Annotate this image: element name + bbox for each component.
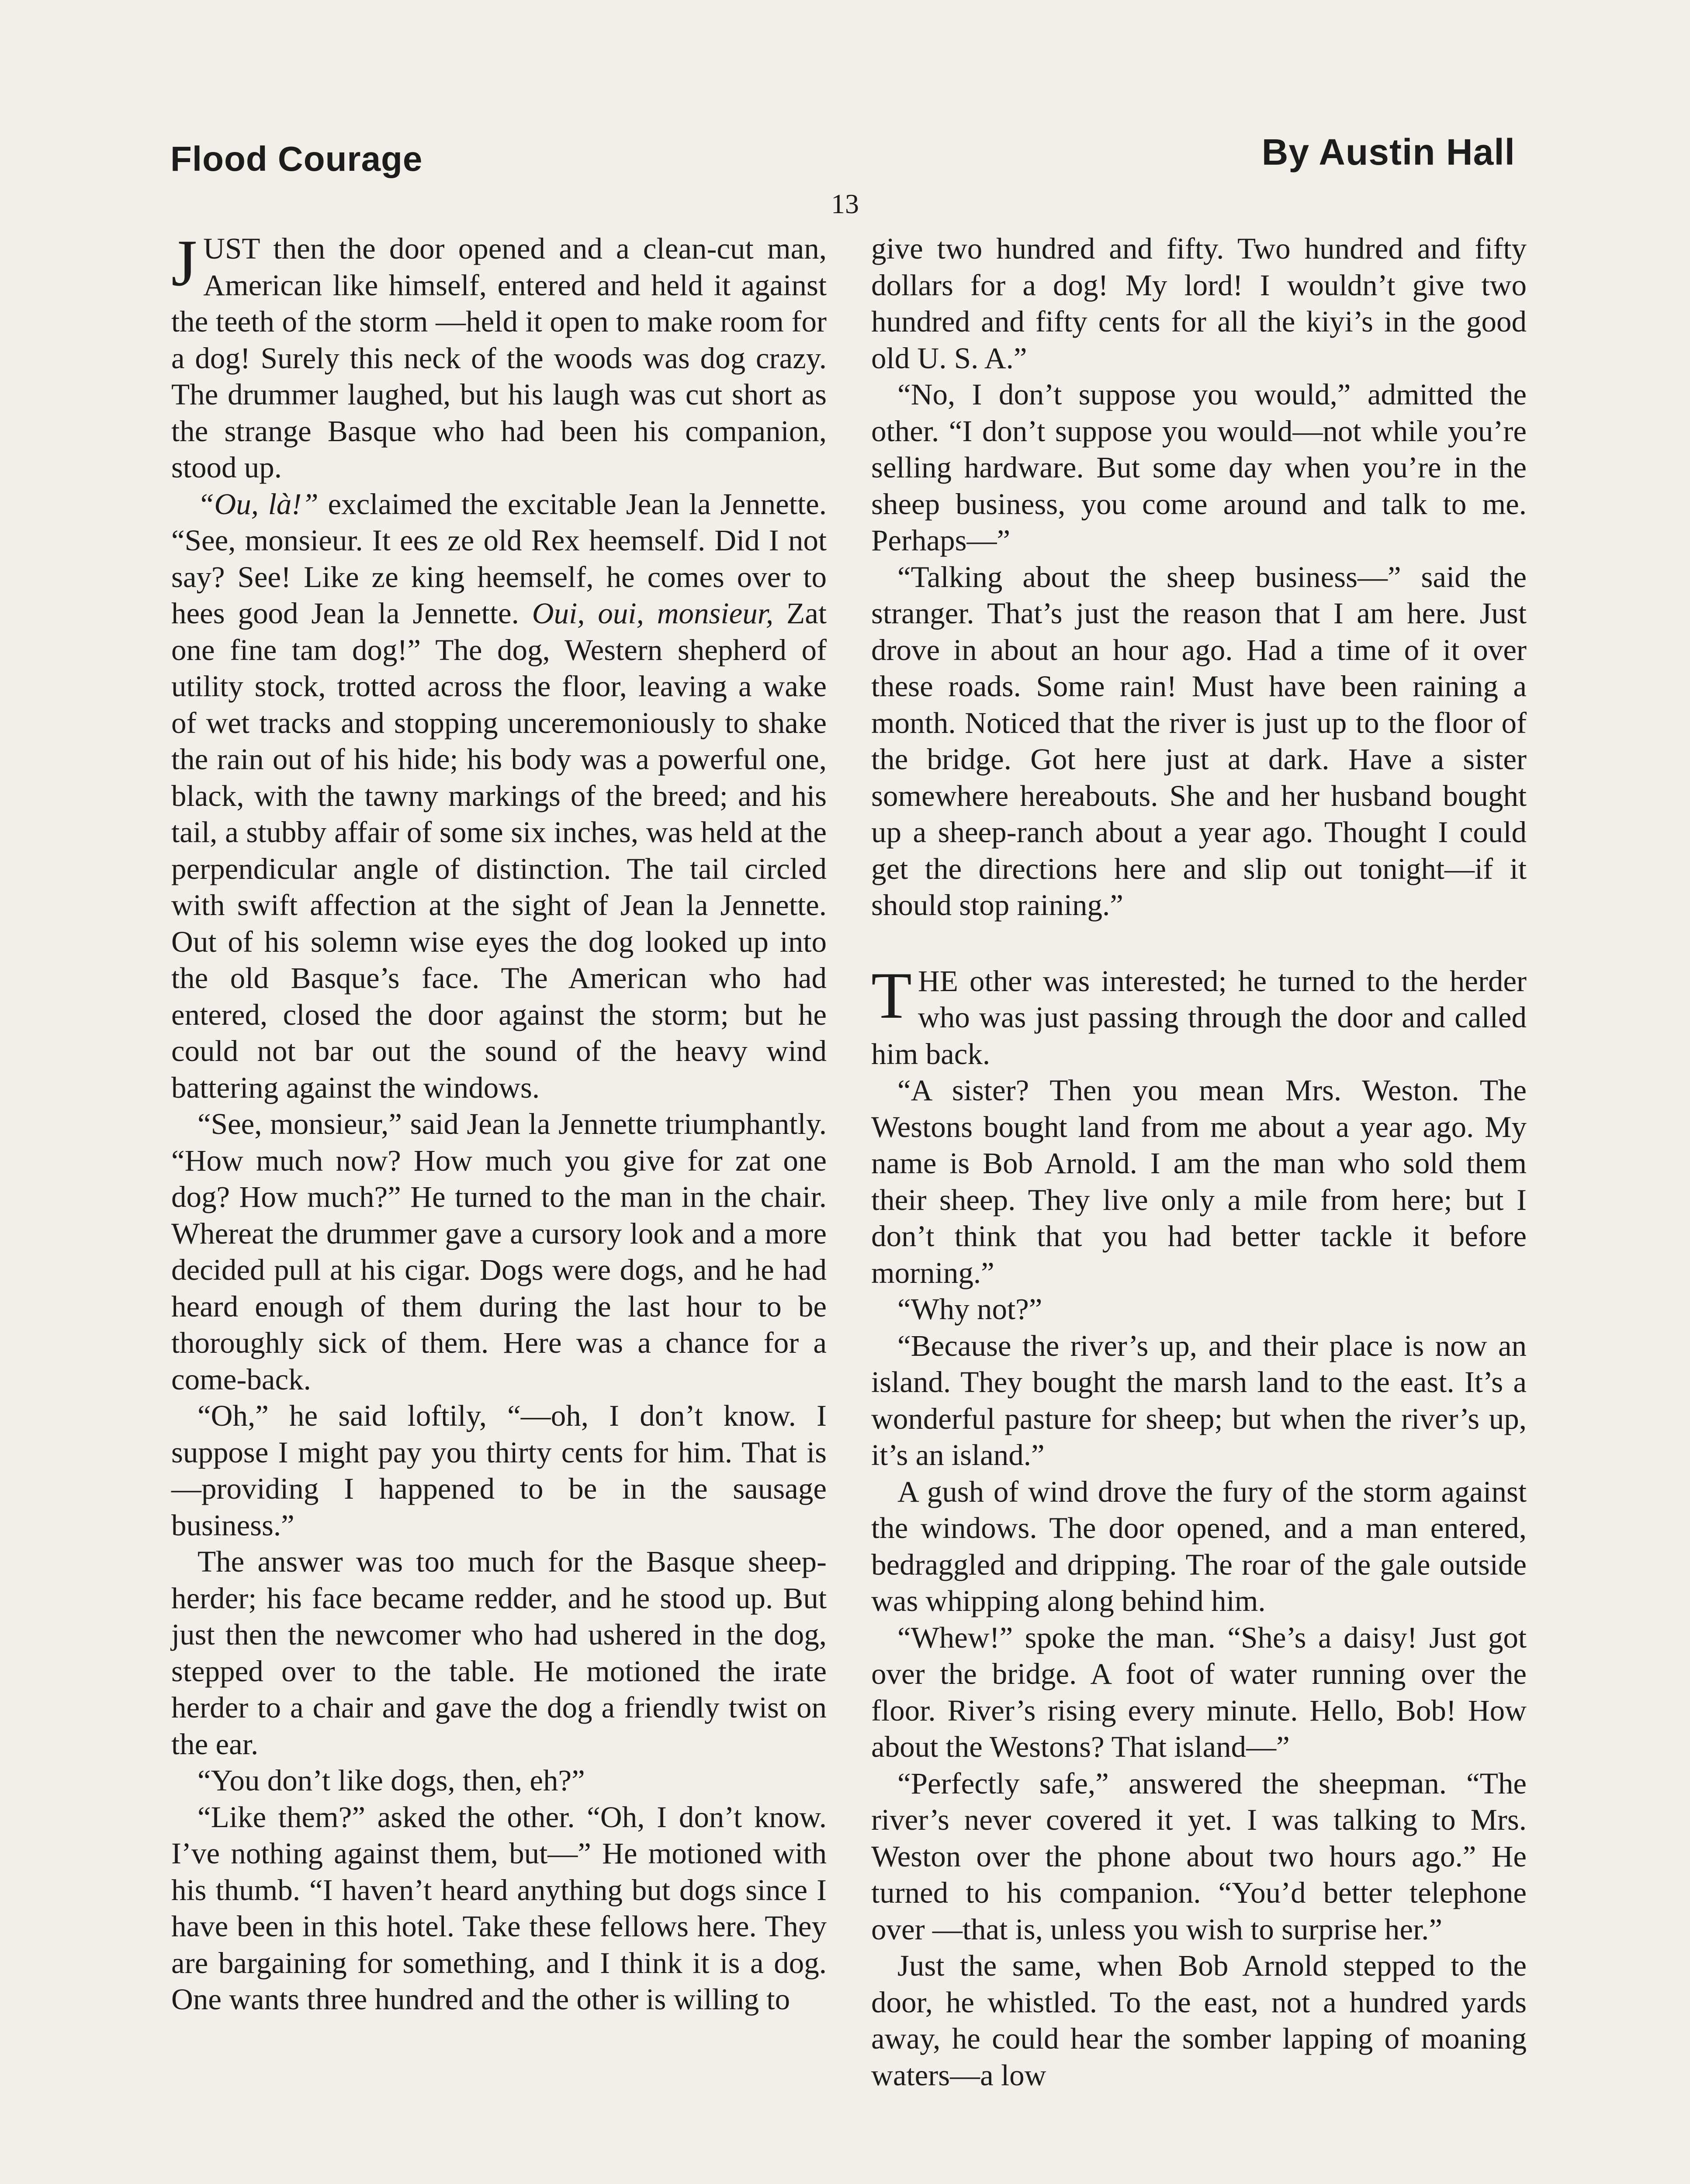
story-title: Flood Courage: [170, 139, 423, 178]
paragraph: Just the same, when Bob Arnold stepped to the door, he whistled. To the east, not a hundred yards away, he could hear the somber lapping of moaning waters—a low: [871, 1949, 1527, 2092]
paragraph-text: HE other was interested; he turned to the herder who was just passing through the door and called him back.: [871, 964, 1527, 1071]
paragraph: [171, 486, 827, 1106]
drop-cap: J: [171, 226, 197, 300]
paragraph: “Because the river’s up, and their place is now an island. They bought the marsh land to the east. It’s a wonderful pasture for sheep; but when the river’s up, it’s an island.”: [871, 1329, 1527, 1472]
paragraph: “Why not?”: [897, 1292, 1042, 1326]
paragraph: [171, 226, 827, 486]
author-byline: By Austin Hall: [1261, 131, 1515, 173]
italic-text: Oui, oui, monsieur,: [532, 597, 774, 630]
paragraph-text: Zat one fine tam dog!” The dog, Western shepherd of utility stock, trotted across the floor, leaving a wake of wet tracks and stopping unceremoniously to shake the rain out of his hide; his body was a powerful one, black, with the tawny markings of the breed; and his tail, a stubby affair of some six inches, was held at the perpendicular angle of distinction. The tail circled with swift affection at the sight of Jean la Jennette. Out of his solemn wise eyes the dog looked up into the old Basque’s face. The American who had entered, closed the door against the storm; but he could not bar out the sound of the heavy wind battering against the windows.: [171, 597, 827, 1104]
page-number: 13: [831, 188, 859, 219]
paragraph: [871, 958, 1527, 1073]
paragraph: A gush of wind drove the fury of the storm against the windows. The door opened, and a man entered, bedraggled and dripping. The roar of the gale outside was whipping along behind him.: [871, 1475, 1527, 1617]
paragraph: “A sister? Then you mean Mrs. Weston. The Westons bought land from me about a year ago. My name is Bob Arnold. I am the man who sold them their sheep. They live only a mile from here; but I don’t think that you had better tackle it before morning.”: [871, 1074, 1527, 1289]
right-column: [871, 231, 1527, 2094]
paragraph: give two hundred and fifty. Two hundred and fifty dollars for a dog! My lord! I wouldn’t give two hundred and fifty cents for all the kiyi’s in the good old U. S. A.”: [871, 232, 1527, 375]
italic-text: “Ou, là!”: [197, 487, 319, 521]
drop-cap: T: [871, 958, 912, 1032]
paragraph: “Oh,” he said loftily, “—oh, I don’t know. I suppose I might pay you thirty cents for him. That is—providing I happened to be in the sausage business.”: [171, 1399, 827, 1542]
paragraph: “Like them?” asked the other. “Oh, I don’t know. I’ve nothing against them, but—” He motioned with his thumb. “I haven’t heard anything but dogs since I have been in this hotel. Take these fellows here. They are bargaining for something, and I think it is a dog. One wants three hundred and the other is willing to: [171, 1800, 827, 2016]
paragraph: The answer was too much for the Basque sheep-herder; his face became redder, and he stood up. But just then the newcomer who had ushered in the dog, stepped over to the table. He motioned the irate herder to a chair and gave the dog a friendly twist on the ear.: [171, 1545, 827, 1761]
paragraph: “Talking about the sheep business—” said the stranger. That’s just the reason that I am here. Just drove in about an hour ago. Had a time of it over these roads. Some rain! Must have been raining a month. Noticed that the river is just up to the floor of the bridge. Got here just at dark. Have a sister somewhere hereabouts. She and her husband bought up a sheep-ranch about a year ago. Thought I could get the directions here and slip out tonight—if it should stop raining.”: [871, 560, 1527, 922]
paragraph: “Perfectly safe,” answered the sheepman. “The river’s never covered it yet. I was talking to Mrs. Weston over the phone about two hours ago.” He turned to his companion. “You’d better telephone over —that is, unless you wish to surprise her.”: [871, 1766, 1527, 1946]
paragraph-text: exclaimed the excitable Jean la Jennette. “See, monsieur. It ees ze old Rex heemself. Did I not say? See! Like ze king heemself, he comes over to hees good Jean la Jennette.: [171, 487, 827, 630]
paragraph: “No, I don’t suppose you would,” admitted the other. “I don’t suppose you would—not while you’re selling hardware. But some day when you’re in the sheep business, you come around and talk to me. Perhaps—”: [871, 378, 1527, 557]
paragraph: “You don’t like dogs, then, eh?”: [197, 1764, 585, 1797]
paragraph: “Whew!” spoke the man. “She’s a daisy! Just got over the bridge. A foot of water running over the floor. River’s rising every minute. Hello, Bob! How about the Westons? That island—”: [871, 1621, 1527, 1763]
left-column: [171, 226, 827, 2018]
paragraph: “See, monsieur,” said Jean la Jennette triumphantly. “How much now? How much you give for zat one dog? How much?” He turned to the man in the chair. Whereat the drummer gave a cursory look and a more decided pull at his cigar. Dogs were dogs, and he had heard enough of them during the last hour to be thoroughly sick of them. Here was a chance for a come-back.: [171, 1107, 827, 1396]
paragraph-text: UST then the door opened and a clean-cut man, American like himself, entered and held it against the teeth of the storm —held it open to make room for a dog! Surely this neck of the woods was dog crazy. The drummer laughed, but his laugh was cut short as the strange Basque who had been his companion, stood up.: [171, 232, 827, 484]
